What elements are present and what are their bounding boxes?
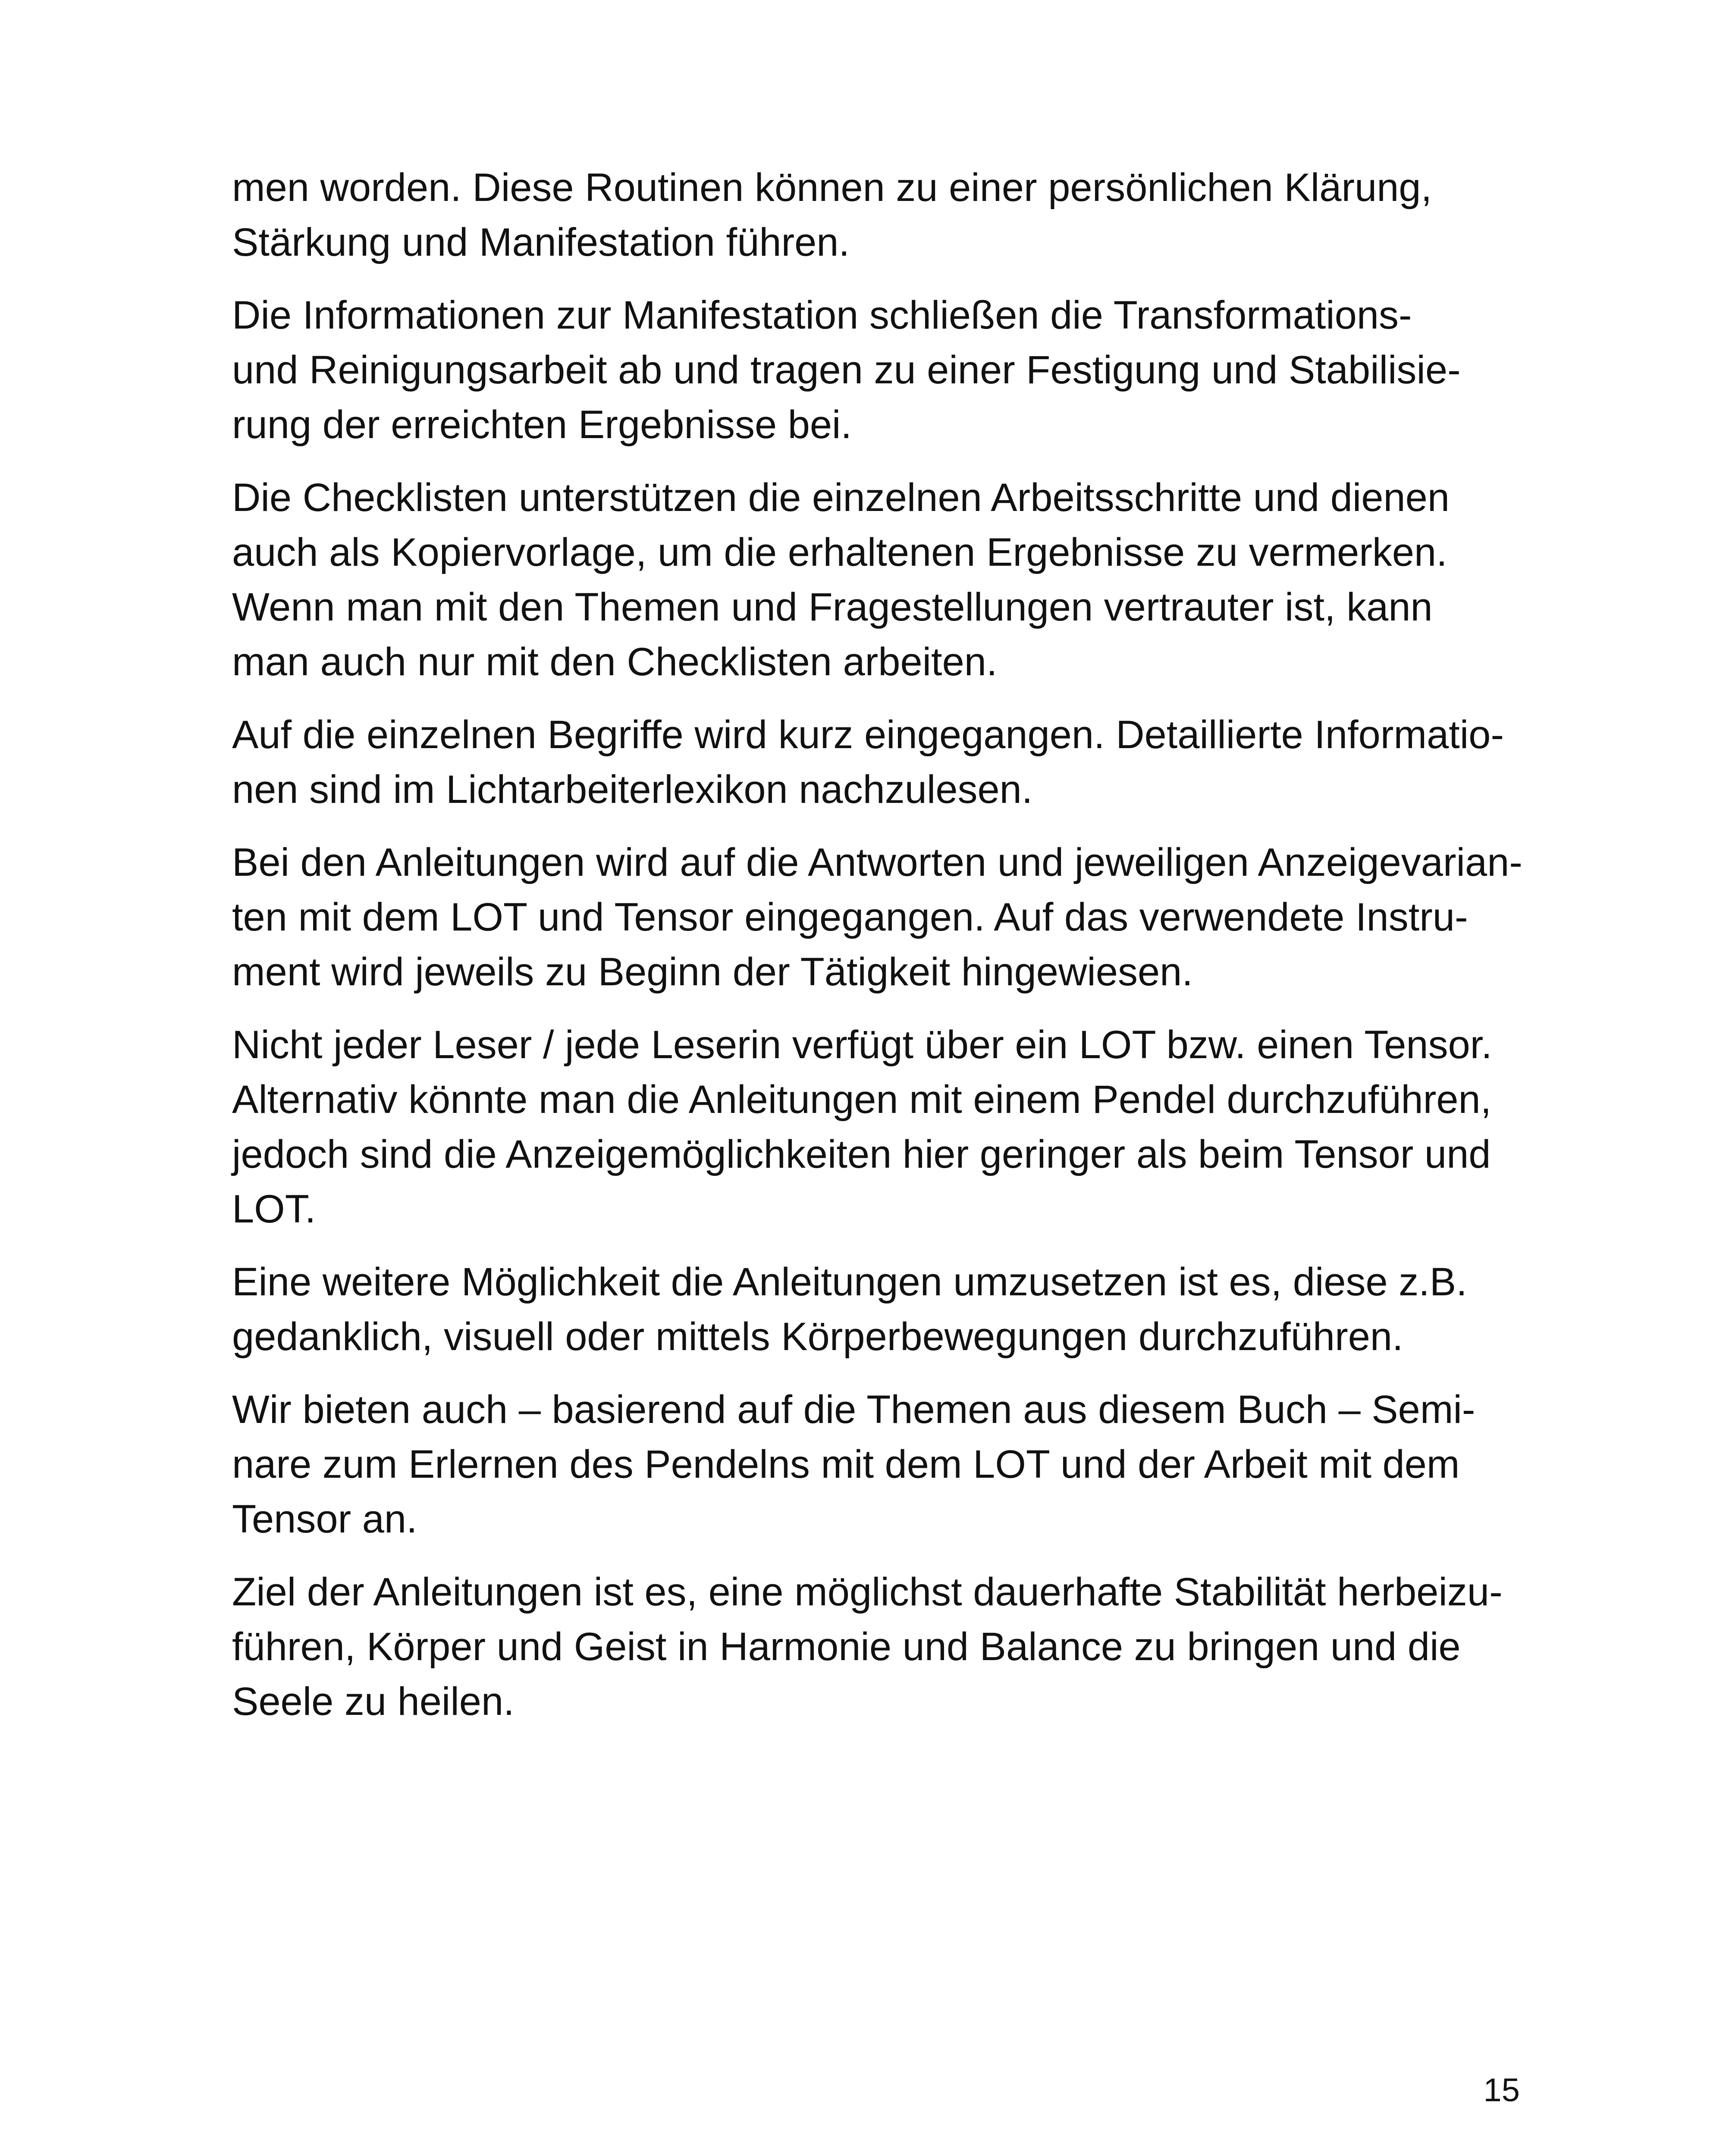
- text-line: gedanklich, visuell oder mittels Körperbewegungen durchzuführen.: [232, 1315, 1403, 1359]
- text-line: ment wird jeweils zu Beginn der Tätigkeit hingewiesen.: [232, 950, 1193, 994]
- text-line: Wir bieten auch – basierend auf die Themen aus diesem Buch – Semi-: [232, 1388, 1475, 1432]
- text-line: rung der erreichten Ergebnisse bei.: [232, 403, 852, 447]
- text-line: Nicht jeder Leser / jede Leserin verfügt über ein LOT bzw. einen Tensor.: [232, 1023, 1492, 1067]
- paragraph-possibility: [232, 1255, 1578, 1364]
- text-line: führen, Körper und Geist in Harmonie und Balance zu bringen und die: [232, 1625, 1461, 1669]
- text-line: Seele zu heilen.: [232, 1680, 515, 1724]
- page-number: 15: [1483, 2072, 1520, 2109]
- text-line: und Reinigungsarbeit ab und tragen zu einer Festigung und Stabilisie-: [232, 348, 1461, 392]
- paragraph-manifestation: [232, 288, 1578, 452]
- text-line: men worden. Diese Routinen können zu einer persönlichen Klärung,: [232, 166, 1432, 210]
- paragraph-goal: [232, 1565, 1578, 1729]
- text-line: auch als Kopiervorlage, um die erhaltenen Ergebnisse zu vermerken.: [232, 530, 1447, 574]
- text-line: Alternativ könnte man die Anleitungen mit einem Pendel durchzuführen,: [232, 1078, 1492, 1122]
- text-line: nare zum Erlernen des Pendelns mit dem LOT und der Arbeit mit dem: [232, 1442, 1460, 1486]
- paragraph-instructions: [232, 835, 1578, 1000]
- paragraph-seminars: [232, 1382, 1578, 1547]
- paragraph-terms: [232, 708, 1578, 817]
- text-line: Stärkung und Manifestation führen.: [232, 220, 850, 264]
- text-line: Wenn man mit den Themen und Fragestellungen vertrauter ist, kann: [232, 585, 1433, 629]
- text-line: Ziel der Anleitungen ist es, eine möglichst dauerhafte Stabilität herbeizu-: [232, 1570, 1503, 1614]
- text-line: LOT.: [232, 1187, 316, 1231]
- text-line: Auf die einzelnen Begriffe wird kurz eingegangen. Detaillierte Informatio-: [232, 713, 1504, 757]
- paragraph-alternatives: [232, 1018, 1578, 1237]
- text-line: nen sind im Lichtarbeiterlexikon nachzulesen.: [232, 768, 1033, 812]
- paragraph-checklists: [232, 470, 1578, 689]
- text-line: Die Checklisten unterstützen die einzelnen Arbeitsschritte und dienen: [232, 476, 1450, 520]
- text-line: jedoch sind die Anzeigemöglichkeiten hier geringer als beim Tensor und: [232, 1132, 1491, 1176]
- text-line: man auch nur mit den Checklisten arbeiten.: [232, 640, 998, 684]
- paragraph-routines: [232, 160, 1578, 270]
- text-line: Eine weitere Möglichkeit die Anleitungen umzusetzen ist es, diese z.B.: [232, 1260, 1467, 1304]
- text-line: ten mit dem LOT und Tensor eingegangen. Auf das verwendete Instru-: [232, 895, 1468, 939]
- body-text: [232, 160, 1578, 1747]
- text-line: Die Informationen zur Manifestation schließen die Transformations-: [232, 293, 1412, 337]
- text-line: Tensor an.: [232, 1497, 417, 1541]
- text-line: Bei den Anleitungen wird auf die Antworten und jeweiligen Anzeigevarian-: [232, 840, 1523, 884]
